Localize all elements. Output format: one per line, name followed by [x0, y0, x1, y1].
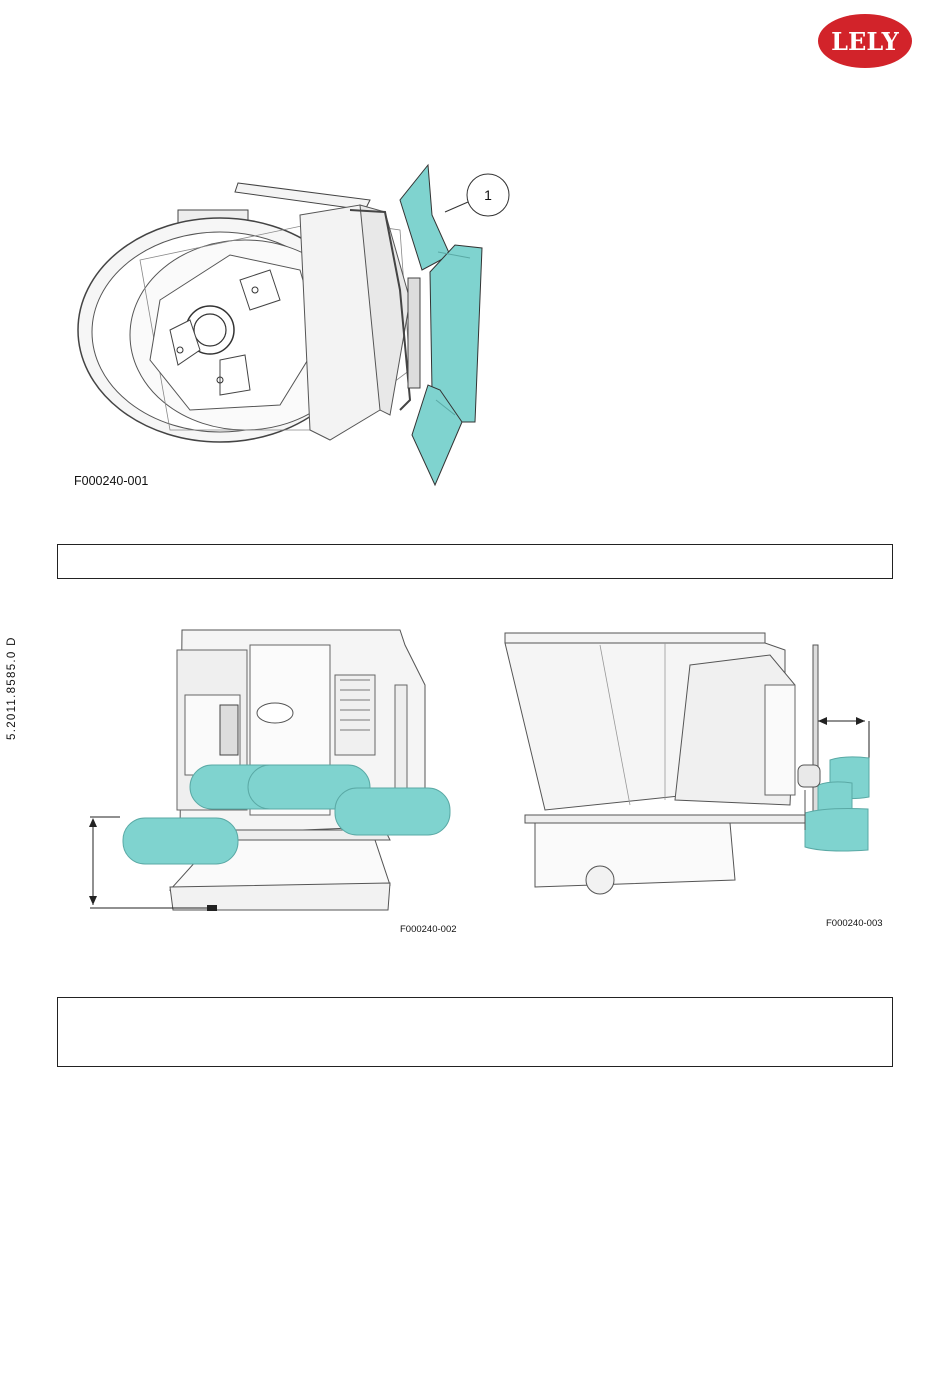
figure-front-view: [85, 625, 465, 915]
document-code: 5.2011.8585.0 D: [6, 636, 18, 740]
figure-code-bottom-left: F000240-002: [400, 924, 457, 935]
callout-1-label: 1: [484, 187, 492, 203]
figure-side-view: [500, 625, 880, 895]
lely-logo: [816, 12, 914, 70]
figure-top-view: [70, 160, 530, 495]
note-box-2: [57, 997, 893, 1067]
note-box-1: [57, 544, 893, 579]
figure-code-top: F000240-001: [74, 474, 149, 488]
figure-code-bottom-right: F000240-003: [826, 918, 883, 929]
logo-text: LELY: [831, 27, 899, 56]
